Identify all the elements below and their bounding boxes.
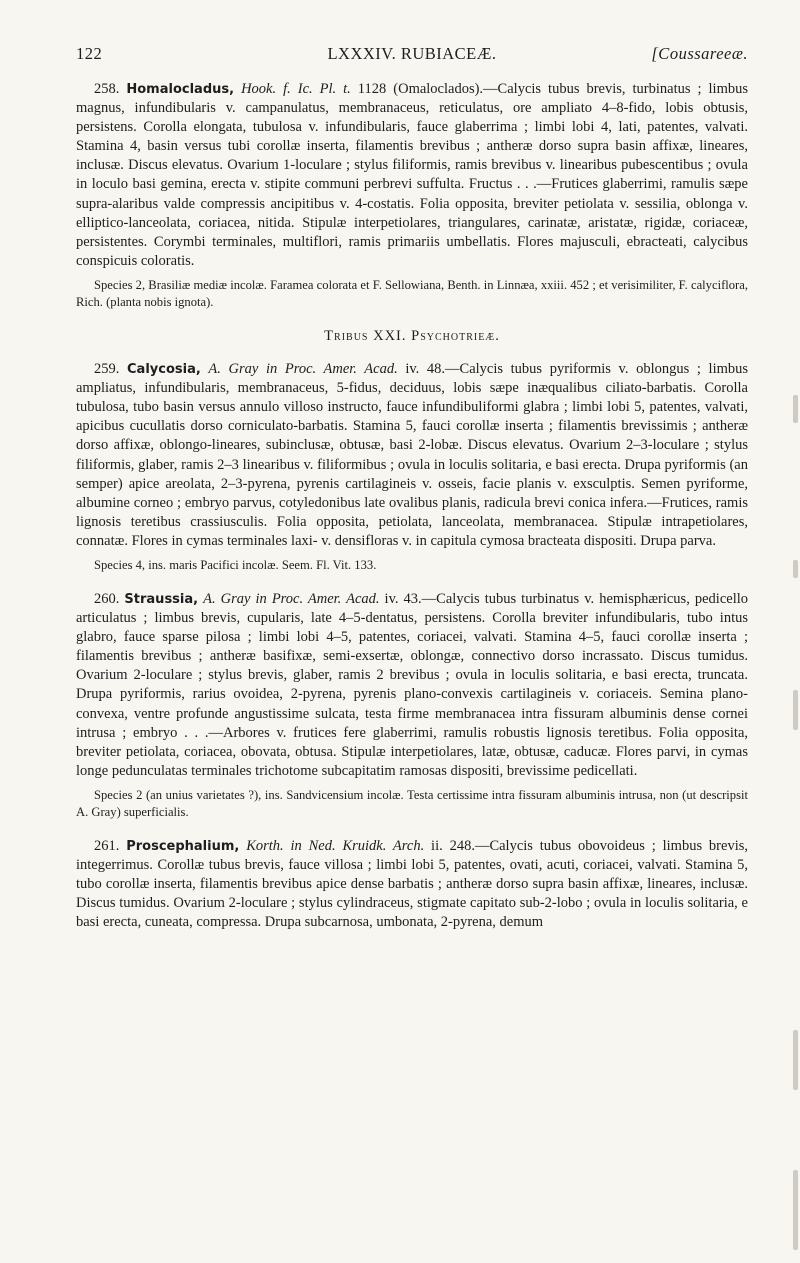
genus-name: Proscephalium, — [126, 838, 240, 854]
genus-name: Homalocladus, — [126, 82, 235, 97]
citation: Hook. f. Ic. Pl. t. — [241, 81, 351, 97]
entry-number: 259. — [94, 361, 120, 378]
body-text — [76, 80, 748, 932]
description: iv. 43.—Calycis tubus turbinatus v. hemisphæricus, pedicello articulatus ; limbus brevis, cupularis, late 4–5-dentatus, persistens. Corolla breviter infundibularis, tubo intus glabro, fauce sparse pilosa ; limbi lobi 4–5, patentes, coriacei, valvati. Stamina 4–5, fauci corollæ inserta ; filamentis brevibus ; antheræ basifixæ, semi-exsertæ, oblongæ, connectivo dorso incrassato. Discus tumidus. Ovarium 2-loculare ; stylus brevis, glaber, ramis 2 brevibus ; ovula in loculis solitaria, e basi erecta, truncata. Drupa pyriformis, rarius ovoidea, 2-pyrena, pyrenis plano-convexis cartilagineis v. coriaceis. Semina plano-convexa, ventre profunde angustissime sulcata, testa firme membranacea intra fissuram albuminis dense cornei intrusa ; embryo . . .—Arbores v. frutices fere glaberrimi, ramulis robustis lignosis teretibus. Folia opposita, breviter petiolata, coriacea, obovata, obtusa. Stipulæ interpetiolares, latæ, obtusæ, caducæ. Flores parvi, in cymas longe pedunculatas terminales trichotome subcapitatim ramosas dispositi, brevissime pedicellati. — [76, 590, 749, 779]
tribus-heading: Tribus XXI. Psychotrieæ. — [324, 327, 500, 344]
genus-entry-straussia — [76, 590, 748, 781]
page-edge-shadow — [790, 0, 800, 1263]
entry-number: 260. — [94, 590, 120, 607]
citation: Korth. in Ned. Kruidk. Arch. — [246, 837, 425, 854]
section-title: [Coussareeæ. — [651, 44, 748, 63]
edge-mark — [793, 1170, 798, 1250]
entry-number: 261. — [94, 837, 120, 854]
spacer — [76, 574, 748, 590]
genus-name: Straussia, — [124, 591, 199, 607]
edge-mark — [793, 560, 798, 578]
running-head — [76, 44, 748, 70]
entry-number: 258. — [94, 81, 120, 97]
citation: A. Gray in Proc. Amer. Acad. — [203, 590, 380, 607]
edge-mark — [793, 1030, 798, 1090]
species-note: Species 2 (an unius varietates ?), ins. Sandvicensium incolæ. Testa certissime intra fissuram albuminis intrusa, non (ut descripsit A. Gray) superficialis. — [76, 787, 748, 819]
genus-entry-proscephalium — [76, 837, 748, 932]
chapter-title: LXXXIV. RUBIACEÆ. — [327, 44, 497, 63]
description: 1128 (Omaloclados).—Calycis tubus brevis, turbinatus ; limbus magnus, infundibularis v. campanulatus, membranaceus, reticulatus, ore ampliato 4–8-fido, lobis obtusis, persistens. Corolla elongata, tubulosa v. infundibularis, fauce glaberrima ; limbi lobi 4, lati, patentes, valvati. Stamina 4, basin versus tubi corollæ inserta, filamentis brevibus ; antheræ dorso supra basin affixæ, lineares, inclusæ. Discus elevatus. Ovarium 1-loculare ; stylus filiformis, ramis brevibus v. linearibus pubescentibus ; ovula in loculo basi gemina, erecta v. stipite communi perbrevi suffulta. Fructus . . .—Frutices glaberrimi, ramulis sæpe supra-alaribus valde compressis ancipitibus v. 4-costatis. Folia opposita, breviter petiolata v. sessilia, oblonga v. elliptico-lanceolata, coriacea, nitida. Stipulæ interpetiolares, triangulares, carinatæ, aristatæ, rigidæ, coriaceæ, persistentes. Corymbi terminales, multiflori, ramis primariis umbellatis. Flores majusculi, ebracteati, calycibus conspicuis coloratis. — [76, 81, 749, 269]
page-number: 122 — [76, 44, 103, 63]
species-note: Species 2, Brasiliæ mediæ incolæ. Faramea colorata et F. Sellowiana, Benth. in Linnæa, xxiii. 452 ; et verisimiliter, F. calyciflora, Rich. (planta nobis ignota). — [76, 277, 748, 309]
description: ii. 248.—Calycis tubus obovoideus ; limbus brevis, integerrimus. Corollæ tubus brevis, fauce villosa ; limbi lobi 5, patentes, ovati, acuti, coriacei, valvati. Stamina 5, tubo corollæ inserta, filamentis brevibus apice dense barbatis ; antheræ dorso supra basin affixæ, lineares, inclusæ. Discus tumidus. Ovarium 2-loculare ; stylus cylindraceus, stigmate capitato sub-2-lobo ; ovula in loculis solitaria, e basi erecta, cuneata, compressa. Drupa subcarnosa, umbonata, 2-pyrena, demum — [76, 837, 748, 931]
genus-entry-calycosia — [76, 360, 748, 551]
genus-entry-homalocladus — [76, 80, 748, 271]
species-note: Species 4, ins. maris Pacifici incolæ. Seem. Fl. Vit. 133. — [94, 557, 377, 572]
spacer — [76, 821, 748, 837]
genus-name: Calycosia, — [127, 362, 201, 378]
description: iv. 48.—Calycis tubus pyriformis v. oblongus ; limbus ampliatus, infundibularis, membranaceus, 5-fidus, deciduus, lobis sæpe inæqualibus ciliato-barbatis. Corolla tubulosa, tubo basin versus annulo villoso instructo, fauce infundibuliformi glabra ; limbi lobi 5, patentes, valvati, apicibus cucullatis dorso corniculato-barbatis. Stamina 5, fauci corollæ inserta ; filamentis brevissimis ; antheræ dorso affixæ, oblongo-lineares, subinclusæ, obtusæ, basi 2-lobæ. Discus elevatus. Ovarium 2–3-loculare ; stylus filiformis, glaber, ramis 2–3 linearibus v. filiformibus ; ovula in loculis solitaria, e basi erecta. Drupa pyriformis (an semper) apice areolata, 2–3-pyrena, pyrenis cartilagineis v. osseis, facie planis v. exsculptis. Semen pyriforme, albumine corneo ; embryo parvus, cotyledonibus late ovalibus planis, radicula brevi conica infera.—Frutices, ramis lignosis teretibus crassiusculis. Folia opposita, petiolata, lanceolata, membranacea. Stipulæ intrapetiolares, connatæ. Flores in cymas terminales laxi- v. densifloras v. in capitula cymosa bracteata dispositi. Drupa parva. — [76, 361, 749, 549]
edge-mark — [793, 690, 798, 730]
edge-mark — [793, 395, 798, 423]
citation: A. Gray in Proc. Amer. Acad. — [208, 361, 398, 378]
